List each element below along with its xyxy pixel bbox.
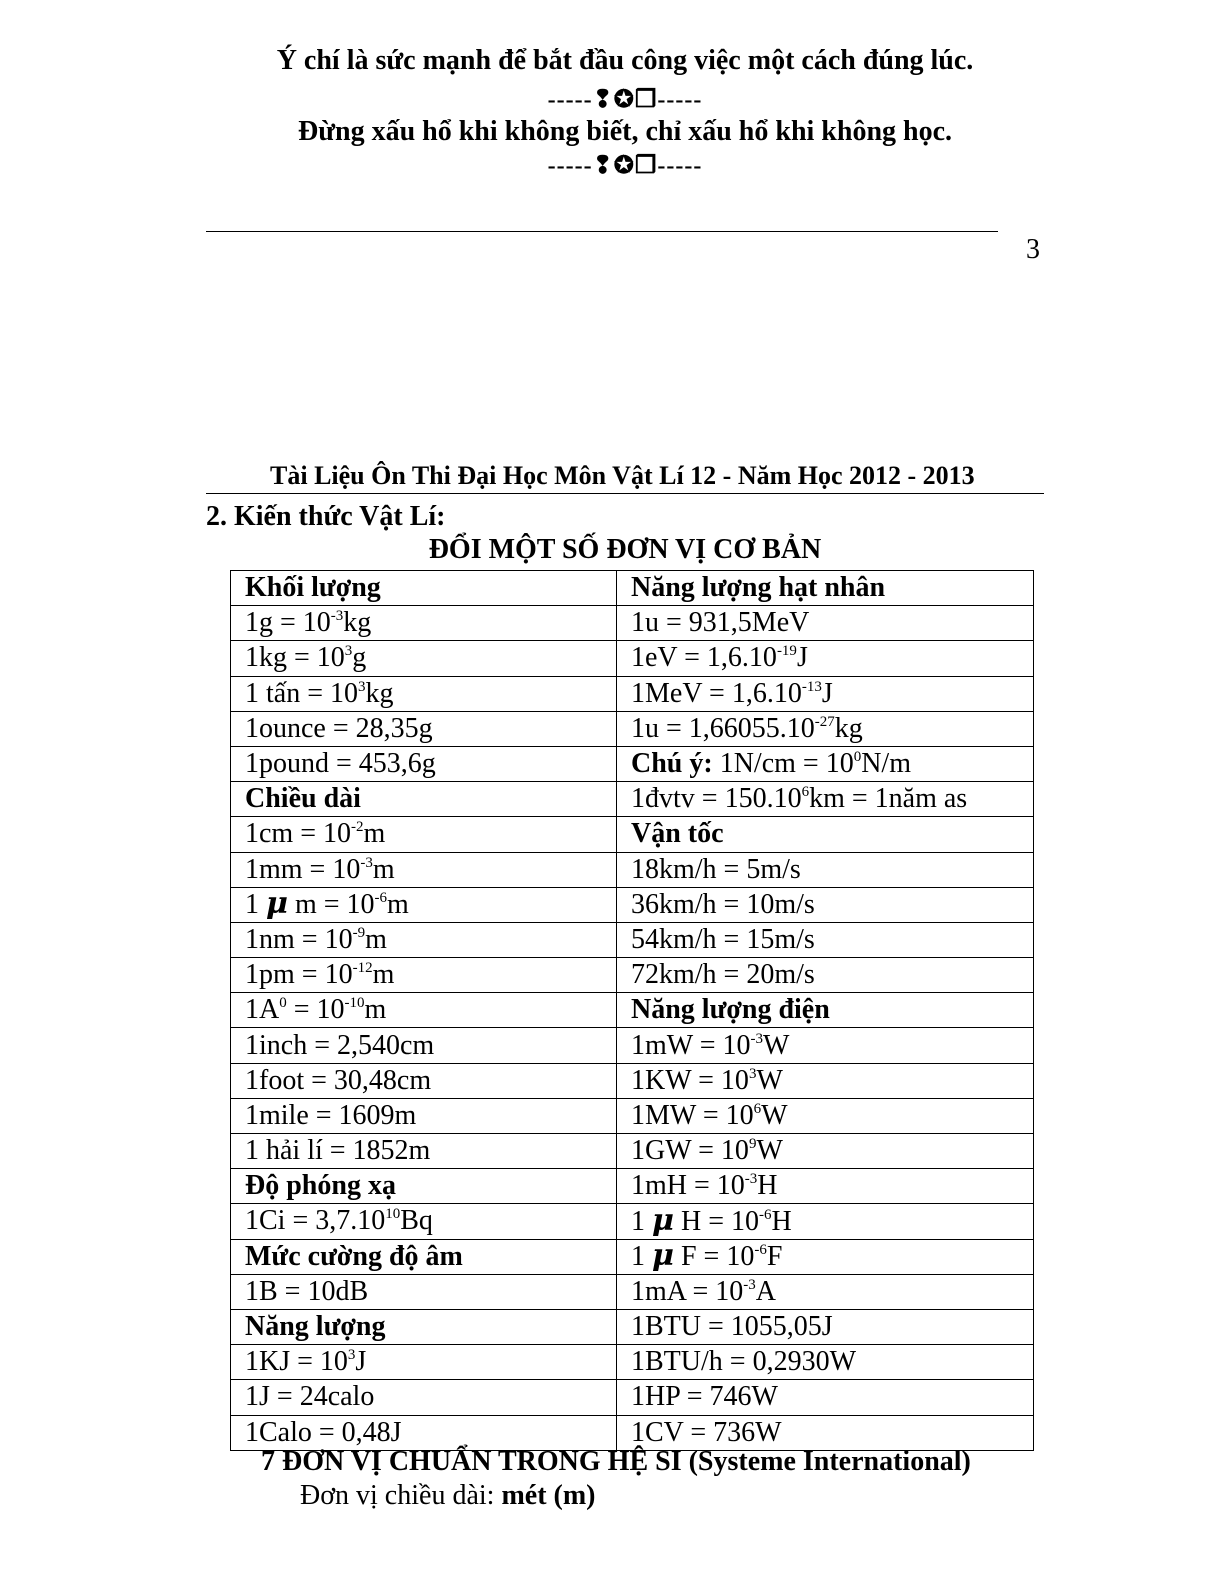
cell-right: Vận tốc xyxy=(617,817,1034,852)
table-row xyxy=(231,1169,1034,1204)
cell-left: 1 hải lí = 1852m xyxy=(231,1134,617,1169)
cell-left: Khối lượng xyxy=(231,571,617,606)
table-row xyxy=(231,606,1034,641)
cell-left: Độ phóng xạ xyxy=(231,1169,617,1204)
cell-left: 1 μ $m = 10^{-6}m$ xyxy=(231,887,617,922)
cell-right: $1mW = 10^{-3}W$ xyxy=(617,1028,1034,1063)
table-row xyxy=(231,746,1034,781)
table-row xyxy=(231,958,1034,993)
cell-left: $1pm = 10^{-12}m$ xyxy=(231,958,617,993)
cell-right: 1BTU = 1055,05J xyxy=(617,1309,1034,1344)
cell-right: 1 μ $F = 10^{-6}F$ xyxy=(617,1239,1034,1274)
table-row xyxy=(231,993,1034,1028)
table-row xyxy=(231,1098,1034,1133)
cell-left: $1KJ = 10^3J$ xyxy=(231,1345,617,1380)
si-units-title: 7 ĐƠN VỊ CHUẨN TRONG HỆ SI (Systeme International) xyxy=(261,1446,971,1477)
cell-right: $1GW = 10^9W$ xyxy=(617,1134,1034,1169)
footer-rule xyxy=(206,231,998,232)
si-length-label: Đơn vị chiều dài: xyxy=(300,1480,502,1511)
table-row xyxy=(231,1415,1034,1450)
cell-right: Chú ý: $1N/cm = 10^0N/m$ xyxy=(617,746,1034,781)
table-row xyxy=(231,1380,1034,1415)
cell-right: $1MW = 10^6W$ xyxy=(617,1098,1034,1133)
cell-left: $1mm = 10^{-3}m$ xyxy=(231,852,617,887)
table-row xyxy=(231,1274,1034,1309)
table-row xyxy=(231,852,1034,887)
separator-text: -----❢✪❒----- xyxy=(547,87,703,113)
cell-right: 54km/h = 15m/s xyxy=(617,922,1034,957)
cell-right: Năng lượng điện xyxy=(617,993,1034,1028)
unit-conversion-table xyxy=(230,570,1034,1451)
cell-left: 1J = 24calo xyxy=(231,1380,617,1415)
cell-right: $1KW = 10^3W$ xyxy=(617,1063,1034,1098)
cell-right: $1u = 1,66055.10^{-27}kg$ xyxy=(617,711,1034,746)
cell-right: 18km/h = 5m/s xyxy=(617,852,1034,887)
cell-right: 72km/h = 20m/s xyxy=(617,958,1034,993)
table-title: ĐỔI MỘT SỐ ĐƠN VỊ CƠ BẢN xyxy=(428,534,822,565)
cell-left: 1inch = 2,540cm xyxy=(231,1028,617,1063)
table-row xyxy=(231,1134,1034,1169)
cell-right: $1mH = 10^{-3}H$ xyxy=(617,1169,1034,1204)
separator-text: -----❢✪❒----- xyxy=(547,153,703,179)
cell-left: $1A^0 = 10^{-10}m$ xyxy=(231,993,617,1028)
cell-left: $1Ci = 3,7.10^{10}Bq$ xyxy=(231,1204,617,1239)
table-row xyxy=(231,676,1034,711)
page-number: 3 xyxy=(1026,234,1040,265)
cell-left: 1pound = 453,6g xyxy=(231,746,617,781)
si-length-value: mét (m) xyxy=(501,1480,596,1511)
section-title: 2. Kiến thức Vật Lí: xyxy=(206,501,446,532)
cell-left: $1cm = 10^{-2}m$ xyxy=(231,817,617,852)
header-rule xyxy=(206,493,1044,494)
cell-left: Chiều dài xyxy=(231,782,617,817)
cell-right: 1BTU/h = 0,2930W xyxy=(617,1345,1034,1380)
cell-left: Mức cường độ âm xyxy=(231,1239,617,1274)
table-row xyxy=(231,1204,1034,1239)
cell-right: $1MeV = 1,6.10^{-13}J$ xyxy=(617,676,1034,711)
table-row xyxy=(231,817,1034,852)
table-row xyxy=(231,922,1034,957)
cell-left: Năng lượng xyxy=(231,1309,617,1344)
cell-right: 1CV = 736W xyxy=(617,1415,1034,1450)
cell-right: $1eV = 1,6.10^{-19}J$ xyxy=(617,641,1034,676)
table-row xyxy=(231,1028,1034,1063)
table-row xyxy=(231,711,1034,746)
cell-right: Năng lượng hạt nhân xyxy=(617,571,1034,606)
si-length-line xyxy=(300,1480,596,1512)
cell-left: 1 tấn = $10^3kg$ xyxy=(231,676,617,711)
cell-right: 36km/h = 10m/s xyxy=(617,887,1034,922)
table-row xyxy=(231,571,1034,606)
table-row xyxy=(231,641,1034,676)
cell-left: $1nm = 10^{-9}m$ xyxy=(231,922,617,957)
table-row xyxy=(231,1345,1034,1380)
cell-right: 1u = 931,5MeV xyxy=(617,606,1034,641)
cell-left: $1kg = 10^3g$ xyxy=(231,641,617,676)
cell-right: $1mA = 10^{-3}A$ xyxy=(617,1274,1034,1309)
cell-right: 1đvtv = $150.10^6km$ = 1năm as xyxy=(617,782,1034,817)
cell-left: 1foot = 30,48cm xyxy=(231,1063,617,1098)
cell-left: 1mile = 1609m xyxy=(231,1098,617,1133)
cell-left: 1ounce = 28,35g xyxy=(231,711,617,746)
page-header-title: Tài Liệu Ôn Thi Đại Học Môn Vật Lí 12 - Năm Học 2012 - 2013 xyxy=(270,461,975,490)
table-row xyxy=(231,782,1034,817)
table-row xyxy=(231,1063,1034,1098)
quote-line-2: Đừng xấu hổ khi không biết, chỉ xấu hổ khi không học. xyxy=(297,116,953,147)
separator-ornament-1 xyxy=(0,86,1225,114)
cell-right: 1 μ $H = 10^{-6}H$ xyxy=(617,1204,1034,1239)
cell-left: $1g = 10^{-3}kg$ xyxy=(231,606,617,641)
separator-ornament-2 xyxy=(0,152,1225,180)
table-row xyxy=(231,887,1034,922)
quote-line-1: Ý chí là sức mạnh để bắt đầu công việc một cách đúng lúc. xyxy=(276,45,974,76)
table-row xyxy=(231,1239,1034,1274)
table-row xyxy=(231,1309,1034,1344)
cell-left: 1Calo = 0,48J xyxy=(231,1415,617,1450)
cell-right: 1HP = 746W xyxy=(617,1380,1034,1415)
cell-left: 1B = 10dB xyxy=(231,1274,617,1309)
